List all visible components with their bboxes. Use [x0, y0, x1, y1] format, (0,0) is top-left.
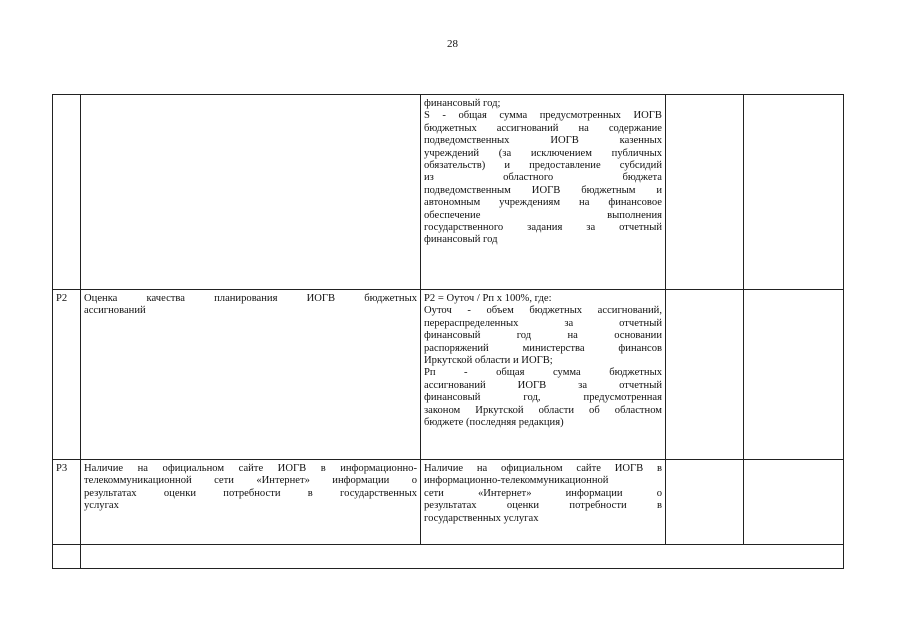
table-row-empty [53, 545, 844, 569]
row-id-cell: Р3 [53, 460, 81, 545]
formula-line: бюджетных ассигнований на содержание [424, 122, 662, 134]
formula-line: Рп - общая сумма бюджетных [424, 367, 662, 379]
formula-line: из областного бюджета [424, 172, 662, 184]
table-row-p2 [53, 290, 844, 460]
table-row-p3 [53, 460, 844, 545]
formula-line: результатах оценки потребности в [424, 500, 662, 512]
indicator-name-cell [81, 460, 421, 545]
page-number: 28 [447, 38, 458, 50]
empty-cell [666, 290, 744, 460]
row-id-cell: Р2 [53, 290, 81, 460]
indicator-name-cell [81, 95, 421, 290]
empty-cell [81, 545, 844, 569]
indicator-name-line: ассигнований [84, 305, 146, 317]
formula-line: финансовый год [424, 234, 498, 246]
formula-line: учреждений (за исключением публичных [424, 147, 662, 159]
formula-line: сети «Интернет» информации о [424, 487, 662, 499]
formula-line: государственных услугах [424, 512, 539, 524]
formula-cell [421, 290, 666, 460]
formula-line: ассигнований ИОГВ за отчетный [424, 379, 662, 391]
indicator-name-line: результатах оценки потребности в государственных [84, 487, 417, 499]
empty-cell [744, 95, 844, 290]
formula-line: Оуточ - объем бюджетных ассигнований, [424, 305, 662, 317]
formula-line: Р2 = Оуточ / Рп х 100%, где: [424, 293, 552, 304]
indicators-table [52, 94, 844, 569]
formula-line: подведомственным ИОГВ бюджетным и [424, 184, 662, 196]
indicator-name-line: Оценка качества планирования ИОГВ бюджетных [84, 293, 417, 304]
empty-cell [666, 460, 744, 545]
formula-line: государственного задания за отчетный [424, 222, 662, 234]
formula-line: Иркутской области и ИОГВ; [424, 355, 553, 367]
formula-cell [421, 95, 666, 290]
empty-cell [53, 545, 81, 569]
indicator-name-line: услугах [84, 500, 119, 512]
table-row-continuation [53, 95, 844, 290]
row-id-cell [53, 95, 81, 290]
formula-line: финансовый год на основании [424, 330, 662, 342]
formula-line: S - общая сумма предусмотренных ИОГВ [424, 110, 662, 122]
formula-line: законом Иркутской области об областном [424, 404, 662, 416]
empty-cell [744, 290, 844, 460]
formula-line: подведомственных ИОГВ казенных [424, 135, 662, 147]
formula-line: автономным учреждениям на финансовое [424, 197, 662, 209]
formula-line: финансовый год, предусмотренная [424, 392, 662, 404]
formula-line: финансовый год; [424, 98, 501, 109]
formula-line: обязательств) и предоставление субсидий [424, 160, 662, 172]
indicator-name-line: телекоммуникационной сети «Интернет» информации о [84, 475, 417, 487]
formula-line: Наличие на официальном сайте ИОГВ в [424, 463, 662, 474]
formula-line: распоряжений министерства финансов [424, 342, 662, 354]
indicator-name-line: Наличие на официальном сайте ИОГВ в информационно- [84, 463, 417, 474]
empty-cell [744, 460, 844, 545]
formula-line: бюджете (последняя редакция) [424, 417, 564, 429]
empty-cell [666, 95, 744, 290]
formula-line: информационно-телекоммуникационной [424, 475, 609, 487]
indicator-name-cell [81, 290, 421, 460]
formula-line: обеспечение выполнения [424, 209, 662, 221]
formula-line: перераспределенных за отчетный [424, 317, 662, 329]
formula-cell [421, 460, 666, 545]
